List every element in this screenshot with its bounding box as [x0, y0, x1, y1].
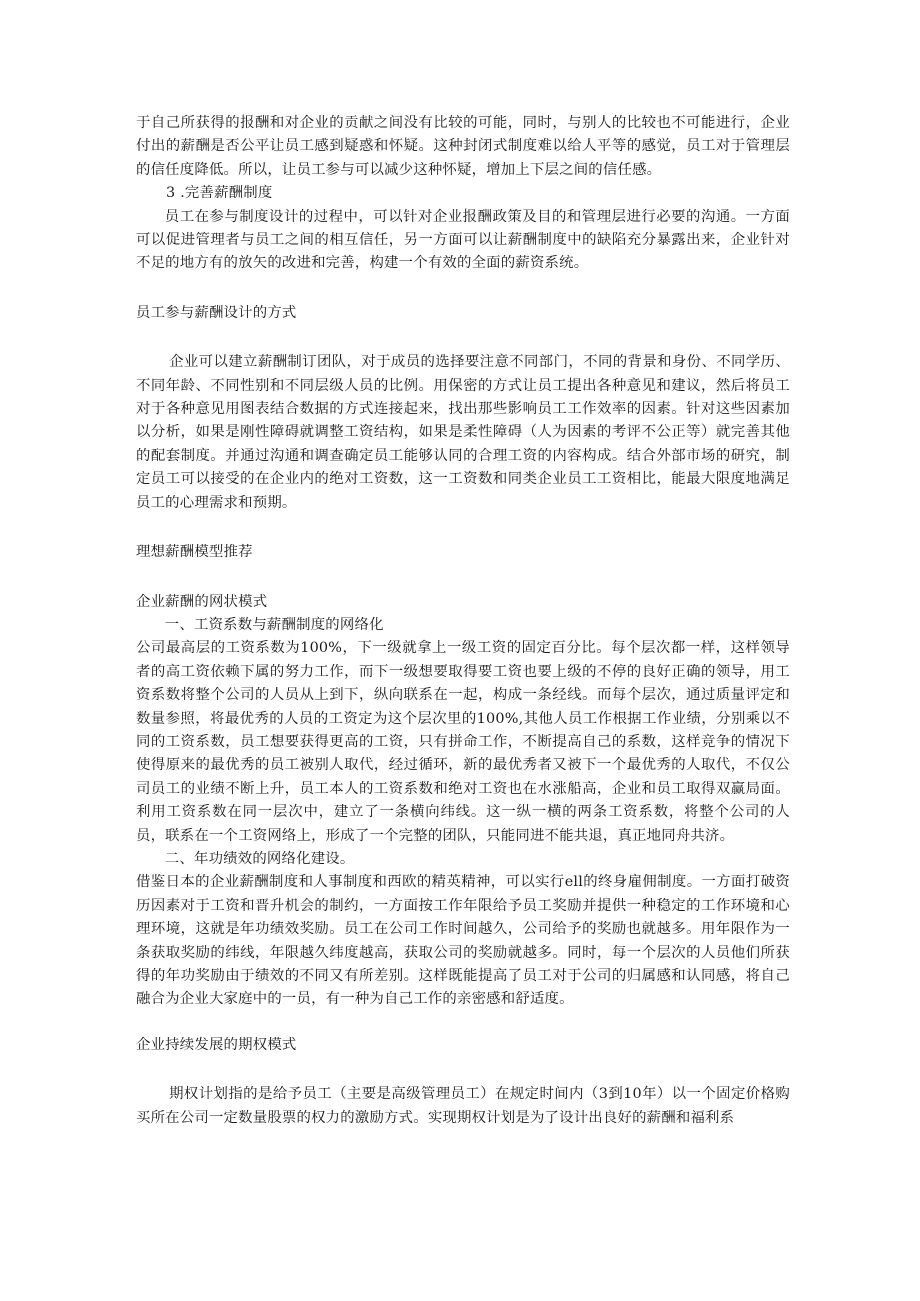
document-page — [136, 112, 790, 1130]
paragraph-intro: 于自己所获得的报酬和对企业的贡献之间没有比较的可能，同时，与别人的比较也不可能进行，企业付出的薪酬是否公平让员工感到疑惑和怀疑。这种封闭式制度难以给人平等的感觉，员工对于管理层的信任度降低。所以，让员工参与可以减少这种怀疑，增加上下层之间的信任感。 — [136, 115, 790, 178]
section-heading-option-model: 企业持续发展的期权模式 — [136, 1036, 297, 1053]
subheading-seniority-performance: 二、年功绩效的网络化建设。 — [164, 850, 355, 867]
subheading-wage-coefficient: 一、工资系数与薪酬制度的网络化 — [164, 616, 384, 633]
paragraph-improve-pay-system: 员工在参与制度设计的过程中，可以针对企业报酬政策及目的和管理层进行必要的沟通。一方面可以促进管理者与员工之间的相互信任，另一方面可以让薪酬制度中的缺陷充分暴露出来，企业针对不足的地方有的放矢的改进和完善，构建一个有效的全面的薪资系统。 — [136, 208, 790, 272]
paragraph-option-model: 期权计划指的是给予员工（主要是高级管理员工）在规定时间内（3到10年）以一个固定价格购买所在公司一定数量股票的权力的激励方式。实现期权计划是为了设计出良好的薪酬和福利系 — [136, 1086, 790, 1126]
paragraph-wage-coefficient: 公司最高层的工资系数为100%，下一级就拿上一级工资的固定百分比。每个层次都一样，这样领导者的高工资依赖下属的努力工作，而下一级想要取得要工资也要上级的不停的良好正确的领导，用工资系数将整个公司的人员从上到下，纵向联系在一起，构成一条经线。而每个层次，通过质量评定和数量参照，将最优秀的人员的工资定为这个层次里的100%,其他人员工作根据工作业绩，分别乘以不同的工资系数，员工想要获得更高的工资，只有拼命工作，不断提高自己的系数，这样竞争的情况下使得原来的最优秀的员工被别人取代，经过循环，新的最优秀者又被下一个最优秀的人取代，不仅公司员工的业绩不断上升，员工本人的工资系数和绝对工资也在水涨船高，企业和员工取得双赢局面。利用工资系数在同一层次中，建立了一条横向纬线。这一纵一横的两条工资系数，将整个公司的人员，联系在一个工资网络上，形成了一个完整的团队，只能同进不能共退，真正地同舟共济。 — [136, 640, 790, 844]
section-heading-ideal-model: 理想薪酬模型推荐 — [136, 544, 253, 561]
section-heading-participation-method: 员工参与薪酬设计的方式 — [136, 304, 297, 321]
section-heading-improve-pay-system: 3 .完善薪酬制度 — [166, 185, 273, 202]
section-heading-mesh-model: 企业薪酬的网状模式 — [136, 593, 268, 610]
paragraph-seniority-performance: 借鉴日本的企业薪酬制度和人事制度和西欧的精英精神，可以实行ell的终身雇佣制度。一方面打破资历因素对于工资和晋升机会的制约，一方面按工作年限给予员工奖励并提供一种稳定的工作环境和心理环境，这就是年功绩效奖励。员工在公司工作时间越久，公司给予的奖励也就越多。用年限作为一条获取奖励的纬线，年限越久纬度越高，获取公司的奖励就越多。同时，每一个层次的人员他们所获得的年功奖励由于绩效的不同又有所差别。这样既能提高了员工对于公司的归属感和认同感，将自己融合为企业大家庭中的一员，有一种为自己工作的亲密感和舒适度。 — [136, 874, 790, 1008]
paragraph-participation-method: 企业可以建立薪酬制订团队，对于成员的选择要注意不同部门，不同的背景和身份、不同学历、不同年龄、不同性别和不同层级人员的比例。用保密的方式让员工提出各种意见和建议，然后将员工对于各种意见用图表结合数据的方式连接起来，找出那些影响员工工作效率的因素。针对这些因素加以分析，如果是刚性障碍就调整工资结构，如果是柔性障碍（人为因素的考评不公正等）就完善其他的配套制度。并通过沟通和调查确定员工能够认同的合理工资的内容构成。结合外部市场的研究，制定员工可以接受的在企业内的绝对工资数，这一工资数和同类企业员工工资相比，能最大限度地满足员工的心理需求和预期。 — [136, 354, 790, 511]
